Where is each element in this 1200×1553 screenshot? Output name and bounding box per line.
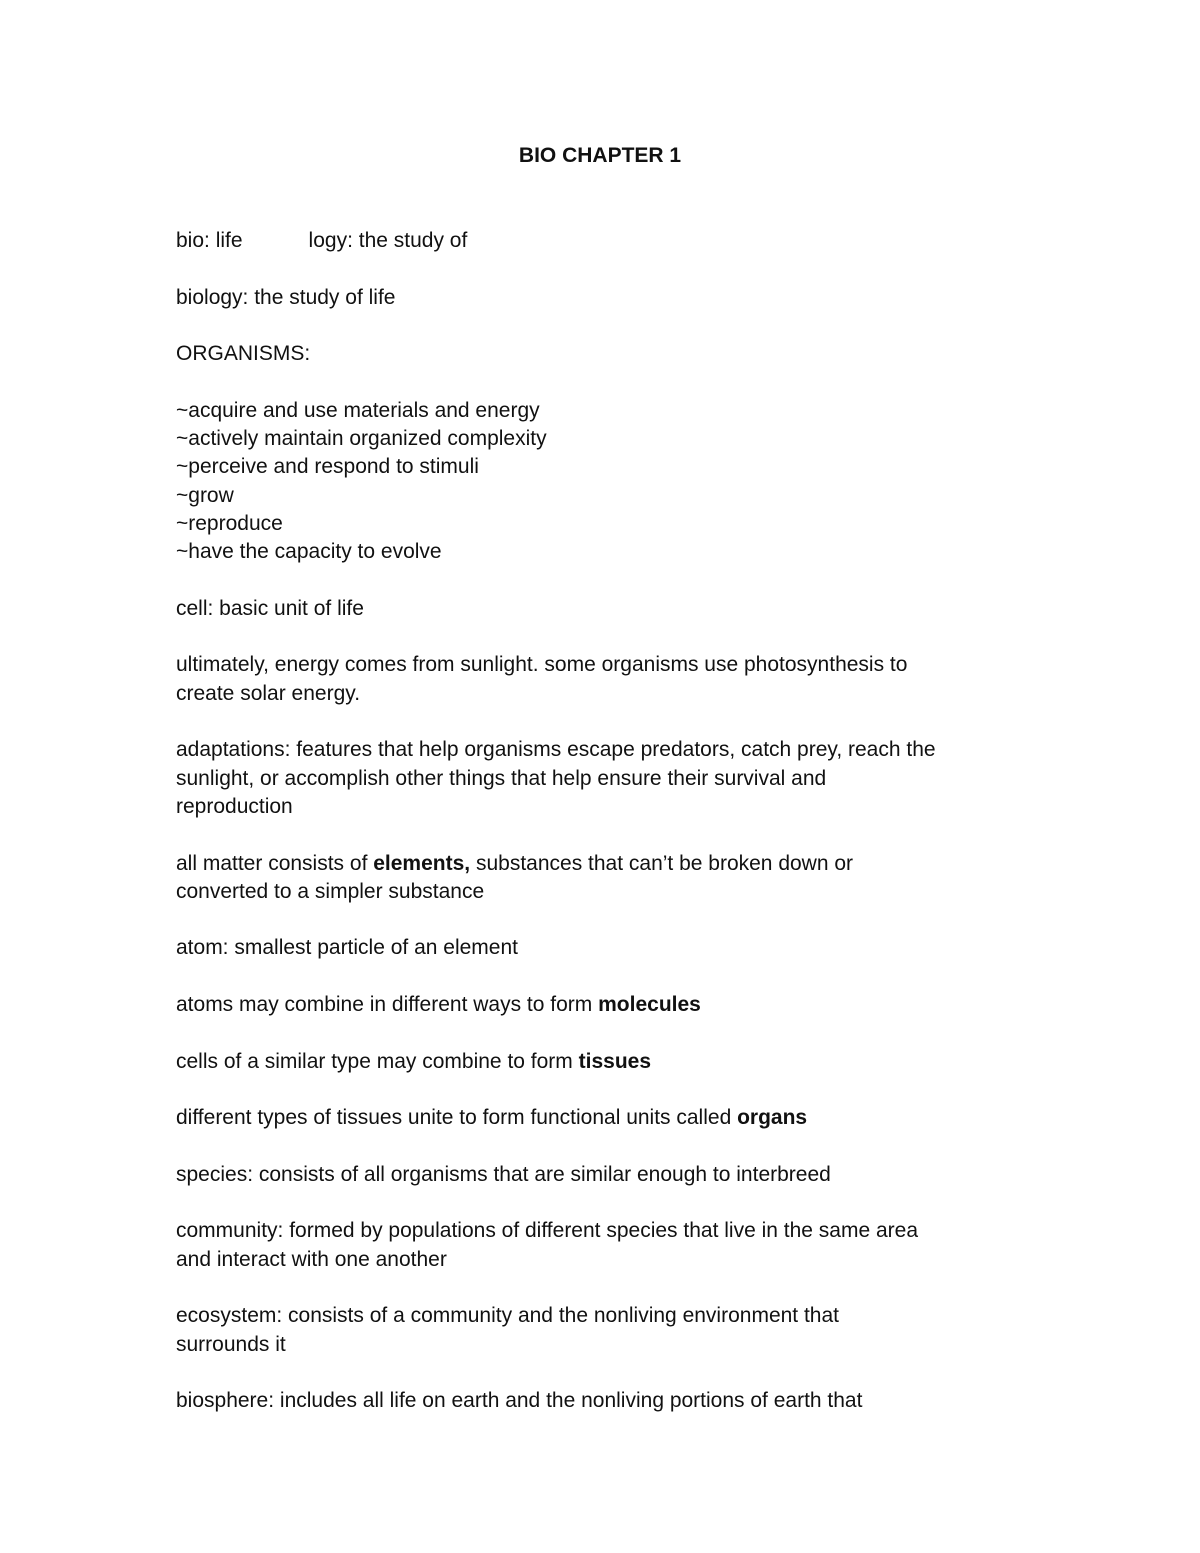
definition-community: [176, 1217, 1056, 1274]
definition-biosphere: [176, 1387, 1056, 1415]
organism-traits-list: [176, 397, 1056, 567]
paragraph-tissues: [176, 1048, 1056, 1076]
list-item: ~grow: [176, 483, 234, 507]
tissues-prefix: cells of a similar type may combine to form: [176, 1049, 579, 1073]
paragraph-elements: [176, 850, 1056, 907]
list-item: ~have the capacity to evolve: [176, 540, 442, 564]
organisms-heading: ORGANISMS:: [176, 342, 311, 366]
adaptations-line-3: reproduction: [176, 794, 293, 818]
definition-bio-logy: [176, 227, 1056, 255]
list-item: ~acquire and use materials and energy: [176, 398, 540, 422]
list-item: ~reproduce: [176, 511, 283, 535]
list-item: ~perceive and respond to stimuli: [176, 455, 479, 479]
document-body: [176, 227, 1056, 1444]
tissues-term: tissues: [578, 1049, 652, 1073]
adaptations-line-1: adaptations: features that help organisms escape predators, catch prey, reach the: [176, 738, 936, 762]
community-line-2: and interact with one another: [176, 1247, 447, 1271]
elements-prefix: all matter consists of: [176, 851, 374, 875]
definition-bio: bio: life: [176, 229, 243, 252]
energy-line-1: ultimately, energy comes from sunlight. some organisms use photosynthesis to: [176, 653, 908, 677]
paragraph-organs: [176, 1104, 1056, 1132]
paragraph-energy: [176, 651, 1056, 708]
energy-line-2: create solar energy.: [176, 681, 361, 705]
elements-term: elements,: [373, 851, 471, 875]
definition-adaptations: [176, 736, 1056, 821]
community-line-1: community: formed by populations of different species that live in the same area: [176, 1219, 919, 1243]
definition-ecosystem: [176, 1302, 1056, 1359]
page-title: BIO CHAPTER 1: [518, 144, 682, 167]
definition-logy: logy: the study of: [308, 229, 468, 252]
definition-species: species: consists of all organisms that are similar enough to interbreed: [176, 1162, 831, 1186]
organs-prefix: different types of tissues unite to form functional units called: [176, 1106, 738, 1130]
paragraph-molecules: [176, 991, 1056, 1019]
adaptations-line-2: sunlight, or accomplish other things that help ensure their survival and: [176, 766, 827, 790]
elements-line-2: converted to a simpler substance: [176, 879, 485, 903]
biosphere-line-1: biosphere: includes all life on earth and the nonliving portions of earth that: [176, 1389, 863, 1413]
molecules-prefix: atoms may combine in different ways to form: [176, 993, 599, 1017]
ecosystem-line-1: ecosystem: consists of a community and the nonliving environment that: [176, 1304, 839, 1328]
organs-term: organs: [737, 1106, 808, 1130]
molecules-term: molecules: [598, 993, 701, 1017]
definition-biology: biology: the study of life: [176, 285, 396, 309]
definition-atom: atom: smallest particle of an element: [176, 936, 518, 960]
ecosystem-line-2: surrounds it: [176, 1332, 286, 1356]
elements-suffix: substances that can’t be broken down or: [470, 851, 854, 875]
list-item: ~actively maintain organized complexity: [176, 427, 547, 451]
definition-cell: cell: basic unit of life: [176, 596, 364, 620]
